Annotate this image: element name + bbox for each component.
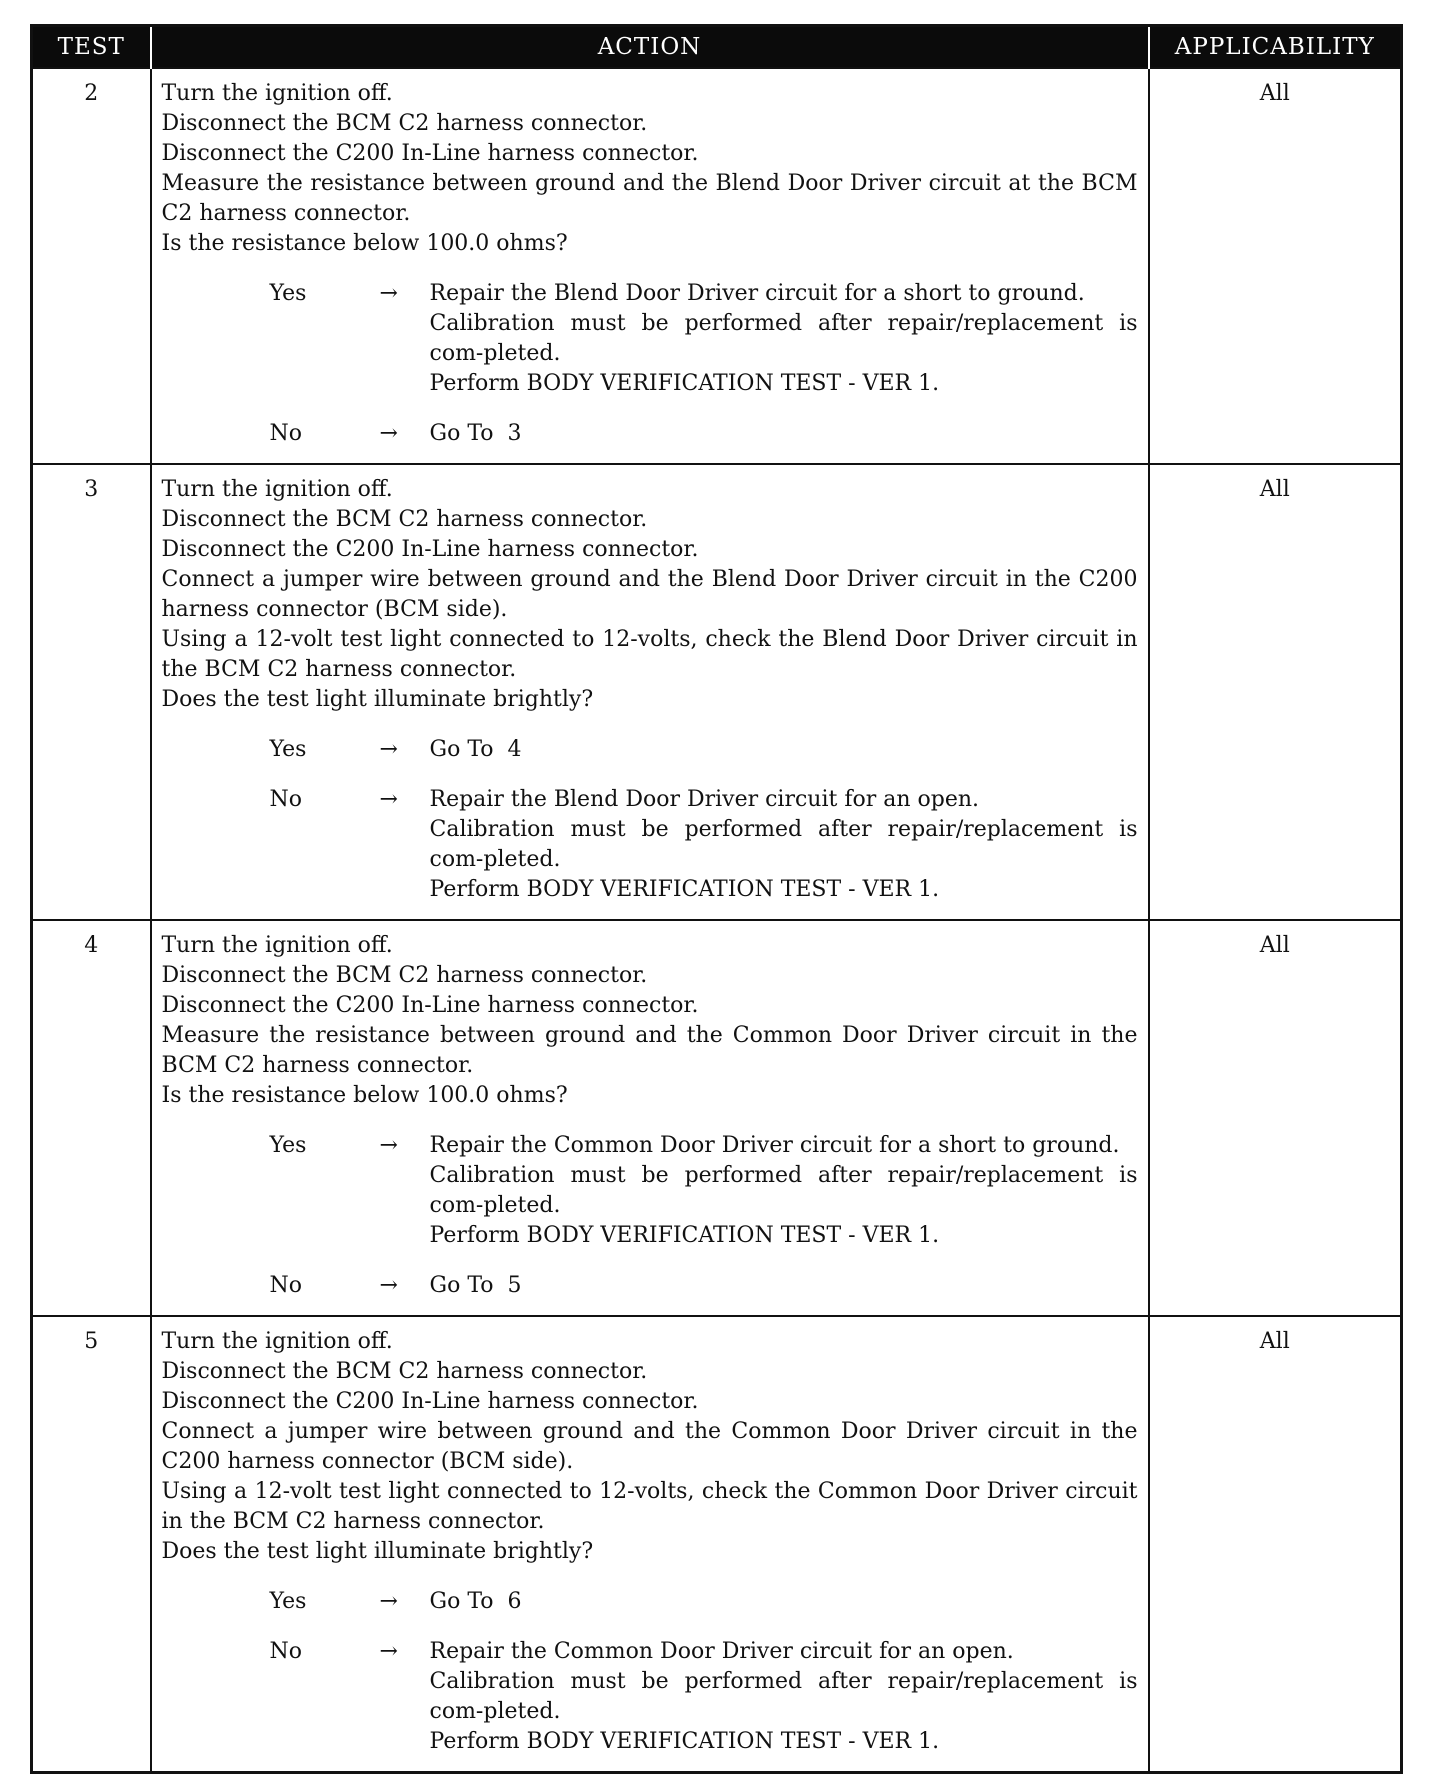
test-number: 3 <box>32 464 151 920</box>
no-outcome <box>162 419 1138 449</box>
table-row <box>32 1316 1402 1773</box>
action-step: Connect a jumper wire between ground and the Common Door Driver circuit in the C200 harness connector (BCM side). <box>161 1419 1138 1474</box>
no-outcome <box>162 1271 1138 1301</box>
action-step: Is the resistance below 100.0 ohms? <box>161 231 568 256</box>
no-result <box>430 1271 1138 1301</box>
action-step: Does the test light illuminate brightly? <box>161 1539 594 1564</box>
no-label: No <box>269 787 302 812</box>
action-step: Turn the ignition off. <box>161 933 393 958</box>
applicability-value: All <box>1149 464 1402 920</box>
action-step: Measure the resistance between ground and the Blend Door Driver circuit at the BCM C2 harness connector. <box>161 171 1138 226</box>
test-number: 2 <box>32 68 151 464</box>
result-line: Repair the Blend Door Driver circuit for an open. <box>429 787 980 812</box>
yes-outcome <box>162 1131 1138 1251</box>
goto-test-link[interactable]: 5 <box>507 1273 522 1298</box>
no-result <box>430 419 1138 449</box>
table-row <box>32 920 1402 1316</box>
action-cell <box>151 464 1149 920</box>
goto-label: Go To <box>429 421 494 446</box>
test-number: 4 <box>32 920 151 1316</box>
no-result <box>430 785 1138 905</box>
goto-label: Go To <box>429 1273 494 1298</box>
action-step: Disconnect the BCM C2 harness connector. <box>161 1359 648 1384</box>
action-step: Disconnect the C200 In-Line harness connector. <box>161 537 699 562</box>
result-line: Repair the Blend Door Driver circuit for a short to ground. <box>429 281 1085 306</box>
right-arrow-icon: → <box>379 787 398 812</box>
action-step: Measure the resistance between ground and the Common Door Driver circuit in the BCM C2 harness connector. <box>161 1023 1138 1078</box>
no-outcome <box>162 785 1138 905</box>
no-label: No <box>269 1273 302 1298</box>
diagnostic-table <box>30 24 1403 1774</box>
result-line: Calibration must be performed after repair/replacement is com-pleted. <box>429 1163 1138 1218</box>
right-arrow-icon: → <box>379 281 398 306</box>
no-result <box>430 1637 1138 1757</box>
header-row <box>32 26 1402 69</box>
table-row <box>32 68 1402 464</box>
header-test: TEST <box>32 26 151 69</box>
table-row <box>32 464 1402 920</box>
table-body <box>32 68 1402 1773</box>
yes-result <box>430 1587 1138 1617</box>
yes-outcome <box>162 279 1138 399</box>
applicability-value: All <box>1149 68 1402 464</box>
result-line: Calibration must be performed after repair/replacement is com-pleted. <box>429 817 1138 872</box>
result-line: Perform BODY VERIFICATION TEST - VER 1. <box>429 877 940 902</box>
action-step: Using a 12-volt test light connected to 12-volts, check the Common Door Driver circuit in the BCM C2 harness connector. <box>161 1479 1138 1534</box>
result-line: Perform BODY VERIFICATION TEST - VER 1. <box>429 1729 940 1754</box>
action-step: Turn the ignition off. <box>161 81 393 106</box>
applicability-value: All <box>1149 1316 1402 1773</box>
action-step: Disconnect the C200 In-Line harness connector. <box>161 141 699 166</box>
right-arrow-icon: → <box>379 1589 398 1614</box>
action-step: Disconnect the C200 In-Line harness connector. <box>161 993 699 1018</box>
test-number: 5 <box>32 1316 151 1773</box>
action-cell <box>151 920 1149 1316</box>
action-step: Does the test light illuminate brightly? <box>161 687 594 712</box>
no-outcome <box>162 1637 1138 1757</box>
result-line: Calibration must be performed after repair/replacement is com-pleted. <box>429 1669 1138 1724</box>
yes-label: Yes <box>269 1589 307 1614</box>
no-label: No <box>269 421 302 446</box>
goto-test-link[interactable]: 4 <box>507 737 522 762</box>
action-step: Connect a jumper wire between ground and the Blend Door Driver circuit in the C200 harness connector (BCM side). <box>161 567 1138 622</box>
yes-label: Yes <box>269 281 307 306</box>
yes-outcome <box>162 1587 1138 1617</box>
right-arrow-icon: → <box>379 421 398 446</box>
yes-label: Yes <box>269 737 307 762</box>
diagnostic-sheet <box>30 24 1400 1774</box>
action-step: Disconnect the BCM C2 harness connector. <box>161 111 648 136</box>
right-arrow-icon: → <box>379 1273 398 1298</box>
right-arrow-icon: → <box>379 737 398 762</box>
action-step: Disconnect the C200 In-Line harness connector. <box>161 1389 699 1414</box>
yes-outcome <box>162 735 1138 765</box>
right-arrow-icon: → <box>379 1639 398 1664</box>
result-line: Perform BODY VERIFICATION TEST - VER 1. <box>429 1223 940 1248</box>
action-step: Disconnect the BCM C2 harness connector. <box>161 963 648 988</box>
goto-test-link[interactable]: 6 <box>507 1589 522 1614</box>
result-line: Repair the Common Door Driver circuit for a short to ground. <box>429 1133 1120 1158</box>
action-cell <box>151 1316 1149 1773</box>
action-step: Using a 12-volt test light connected to 12-volts, check the Blend Door Driver circuit in the BCM C2 harness connector. <box>161 627 1138 682</box>
no-label: No <box>269 1639 302 1664</box>
result-line: Calibration must be performed after repair/replacement is com-pleted. <box>429 311 1138 366</box>
yes-result <box>430 735 1138 765</box>
right-arrow-icon: → <box>379 1133 398 1158</box>
header-applicability: APPLICABILITY <box>1149 26 1402 69</box>
result-line: Repair the Common Door Driver circuit for an open. <box>429 1639 1014 1664</box>
result-line: Perform BODY VERIFICATION TEST - VER 1. <box>429 371 940 396</box>
action-step: Is the resistance below 100.0 ohms? <box>161 1083 568 1108</box>
goto-label: Go To <box>429 737 494 762</box>
action-step: Turn the ignition off. <box>161 477 393 502</box>
yes-result <box>430 1131 1138 1251</box>
goto-test-link[interactable]: 3 <box>507 421 522 446</box>
header-action: ACTION <box>151 26 1149 69</box>
action-step: Disconnect the BCM C2 harness connector. <box>161 507 648 532</box>
applicability-value: All <box>1149 920 1402 1316</box>
yes-result <box>430 279 1138 399</box>
action-cell <box>151 68 1149 464</box>
yes-label: Yes <box>269 1133 307 1158</box>
action-step: Turn the ignition off. <box>161 1329 393 1354</box>
goto-label: Go To <box>429 1589 494 1614</box>
